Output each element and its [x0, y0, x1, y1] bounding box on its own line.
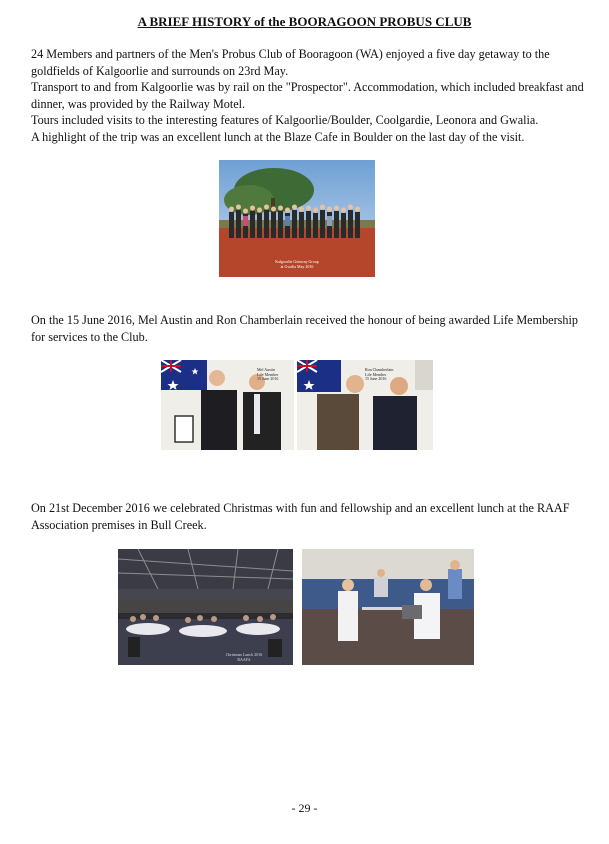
trip-line-3: Tours included visits to the interesting features of Kalgoorlie/Boulder, Coolgardie, Leonora and Gwalia. — [31, 113, 539, 128]
ron-chamberlain-photo — [297, 360, 433, 450]
christmas-presentation-photo — [302, 549, 474, 665]
trip-paragraph — [31, 46, 591, 146]
life-membership-paragraph: On the 15 June 2016, Mel Austin and Ron Chamberlain received the honour of being awarded Life Membership for services to the Club. — [31, 313, 578, 344]
mel-austin-photo — [161, 360, 294, 450]
page-number: - 29 - — [291, 801, 318, 815]
ron-caption: Ron Chamberlain Life Member 15 June 2016 — [365, 367, 394, 381]
trip-line-4: A highlight of the trip was an excellent lunch at the Blaze Cafe in Boulder on the last day of the visit. — [31, 129, 525, 144]
christmas-caption: Christmas Lunch 2016 RAAFA — [225, 652, 263, 662]
group-photo-caption: Kalgoorlie Getaway Group at Gwalia May 2016 — [275, 259, 319, 269]
page-title: A BRIEF HISTORY of the BOORAGOON PROBUS CLUB — [137, 14, 472, 29]
christmas-paragraph: On 21st December 2016 we celebrated Christmas with fun and fellowship and an excellent lunch at the RAAF Association premises in Bull Creek. — [31, 501, 570, 532]
trip-line-2: Transport to and from Kalgoorlie was by rail on the "Prospector". Accommodation, which included breakfast and dinner, was provided by the Railway Motel. — [31, 80, 584, 111]
mel-caption: Mel Austin Life Member 15 June 2016 — [257, 367, 279, 381]
trip-line-1: 24 Members and partners of the Men's Probus Club of Booragoon (WA) enjoyed a five day getaway to the goldfields of Kalgoorlie and surrounds on 23rd May. — [31, 47, 550, 78]
kalgoorlie-group-photo — [219, 160, 375, 277]
christmas-lunch-hall-photo — [118, 549, 293, 665]
